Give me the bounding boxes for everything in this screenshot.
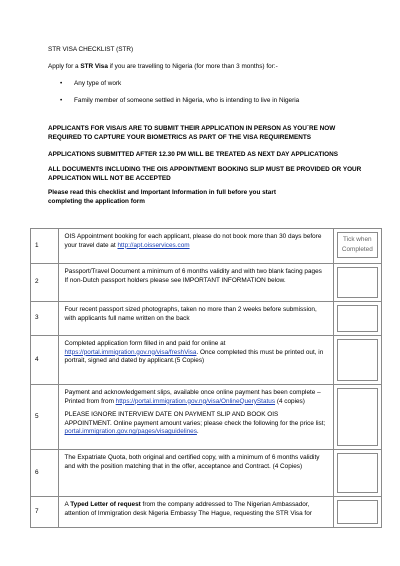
tick-cell[interactable]	[333, 497, 381, 528]
intro-text	[48, 63, 278, 72]
bullet-icon: •	[60, 97, 63, 104]
row-number: 5	[31, 385, 59, 450]
intro-prefix: Apply for a	[48, 63, 81, 70]
tick-box[interactable]	[337, 453, 378, 493]
table-row	[31, 264, 382, 302]
checklist-table	[30, 228, 382, 528]
row-number: 2	[31, 264, 59, 302]
tick-box[interactable]	[337, 500, 378, 524]
row-description: Passport/Travel Document a minimum of 6 months validity and with two blank facing pages If non-Dutch passport holders please see IMPORTANT INFORMATION below.	[58, 264, 333, 302]
tick-cell[interactable]	[333, 264, 381, 302]
row-description: The Expatriate Quota, both original and certified copy, with a minimum of 6 months validity and with the position matching that in the offer, acceptance and Contract. (4 Copies)	[58, 450, 333, 497]
warning-documents: ALL DOCUMENTS INCLUDING THE OIS APPOINTMENT BOOKING SLIP MUST BE PROVIDED OR YOUR APPLICATION WILL NOT BE ACCEPTED	[48, 166, 362, 182]
row-number: 4	[31, 336, 59, 385]
row-number: 3	[31, 302, 59, 336]
tick-cell[interactable]	[333, 302, 381, 336]
row-description: Four recent passport sized photographs, taken no more than 2 weeks before submission, with applicants full name written on the back	[58, 302, 333, 336]
warning-cutoff: APPLICATIONS SUBMITTED AFTER 12.30 PM WILL BE TREATED AS NEXT DAY APPLICATIONS	[48, 151, 338, 158]
page-title: STR VISA CHECKLIST (STR)	[48, 46, 134, 53]
tick-box[interactable]	[337, 305, 378, 332]
bullet-item: • Family member of someone settled in Nigeria, who is intending to live in Nigeria	[60, 97, 300, 104]
table-row	[31, 336, 382, 385]
tick-cell[interactable]	[333, 385, 381, 450]
row-description: OIS Appointment booking for each applicant, please do not book more than 30 days before your travel date at http://apt.oisservices.com	[58, 229, 333, 264]
tick-box[interactable]	[337, 339, 378, 381]
row-number: 6	[31, 450, 59, 497]
row-number: 1	[31, 229, 59, 264]
tick-cell[interactable]	[333, 450, 381, 497]
tick-cell[interactable]	[333, 336, 381, 385]
tick-box[interactable]	[337, 388, 378, 446]
table-row	[31, 302, 382, 336]
row-number: 7	[31, 497, 59, 528]
tick-box[interactable]	[337, 267, 378, 298]
table-row	[31, 229, 382, 264]
row-description: A Typed Letter of request from the company addressed to The Nigerian Ambassador, attention of Immigration desk Nigeria Embassy The Hague, requesting the STR Visa for	[58, 497, 333, 528]
warning-in-person: APPLICANTS FOR VISA/S ARE TO SUBMIT THEIR APPLICATION IN PERSON AS YOU`RE NOW REQUIRED TO CAPTURE YOUR BIOMETRICS AS PART OF THE VISA REQUIREMENTS	[48, 125, 336, 141]
table-row	[31, 450, 382, 497]
intro-suffix: if you are travelling to Nigeria (for more than 3 months) for:-	[107, 63, 278, 70]
ois-booking-link[interactable]: http://apt.oisservices.com	[117, 241, 190, 249]
fresh-visa-link[interactable]: https://portal.immigration.gov.ng/visa/freshVisa	[64, 348, 197, 356]
bullet-item: • Any type of work	[60, 80, 122, 87]
bullet-icon: •	[60, 80, 63, 87]
visa-guidelines-link[interactable]: portal.immigration.gov.ng/pages/visaguidelines	[64, 428, 197, 436]
tick-cell[interactable]	[333, 229, 381, 264]
row-description: Payment and acknowledgement slips, available once online payment has been complete – Printed from from https://portal.immigration.gov.ng/visa/OnlineQueryStatus (4 copies) PLEASE IGNORE INTERVIEW DATE ON PAYMENT SLIP AND BOOK OIS APPOINTMENT. Online payment amount varies; please check the following for the price list; portal.immigration.gov.ng/pages/visaguidelines.	[58, 385, 333, 450]
payment-note: PLEASE IGNORE INTERVIEW DATE ON PAYMENT SLIP AND BOOK OIS APPOINTMENT. Online payment amount varies; please check the following for the price list; portal.immigration.gov.ng/pages/visaguidelines.	[64, 411, 326, 436]
row-description: Completed application form filled in and paid for online at https://portal.immigration.gov.ng/visa/freshVisa. Once completed this must be printed out, in portrait, signed and dated by applicant.(5 Copies)	[58, 336, 333, 385]
table-row	[31, 385, 382, 450]
read-checklist-note: Please read this checklist and Important Information in full before you start completing the application form	[48, 189, 276, 205]
table-row	[31, 497, 382, 528]
tick-header: Tick when Completed	[337, 232, 378, 258]
online-query-status-link[interactable]: https://portal.immigration.gov.ng/visa/OnlineQueryStatus	[115, 397, 276, 405]
intro-visa-type: STR Visa	[80, 63, 108, 70]
